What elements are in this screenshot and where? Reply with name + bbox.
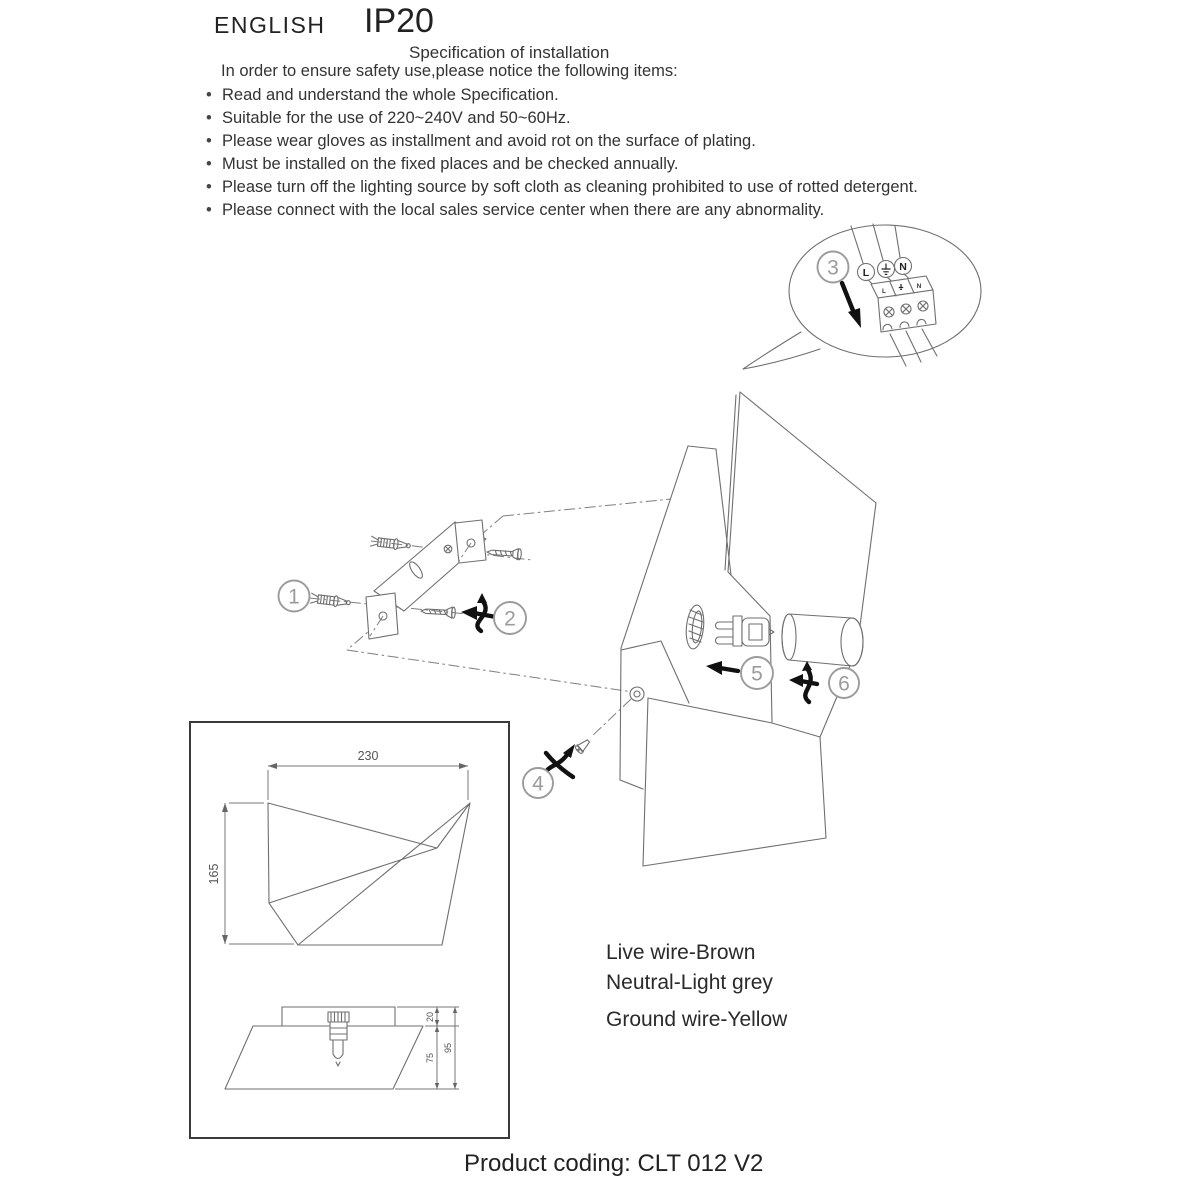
bracket-plate-upper — [455, 520, 486, 563]
dim-side-total — [443, 1007, 457, 1089]
svg-text:5: 5 — [751, 662, 763, 686]
twist-arrow-4 — [546, 744, 575, 778]
wiring-ground: Ground wire-Yellow — [606, 1008, 788, 1031]
wall-anchor-upper — [370, 536, 411, 552]
intro-text: In order to ensure safety use,please notice the following items: — [221, 62, 678, 80]
side-shade — [225, 1026, 423, 1089]
step-badge-1 — [279, 581, 310, 612]
push-twist-arrow-2 — [461, 593, 496, 631]
terminal-block — [871, 276, 937, 366]
svg-text:N: N — [899, 261, 907, 273]
svg-text:L: L — [862, 267, 870, 279]
fixing-screw-4 — [574, 737, 591, 754]
wiring-neutral: Neutral-Light grey — [606, 971, 773, 994]
glass-cylinder — [782, 614, 863, 666]
spec-item: • Suitable for the use of 220~240V and 50~60Hz. — [206, 107, 1026, 130]
fixture-assembly — [523, 392, 876, 866]
svg-text:4: 4 — [532, 772, 544, 796]
fixture-backplate — [620, 446, 731, 789]
svg-text:3: 3 — [827, 256, 839, 280]
ground-symbol — [878, 261, 895, 278]
side-socket-bulb — [328, 1012, 349, 1066]
svg-text:N: N — [916, 283, 922, 290]
wiring-live: Live wire-Brown — [606, 941, 756, 964]
balloon-tail — [743, 332, 820, 369]
lamp-socket — [684, 604, 706, 650]
spec-item: • Please turn off the lighting source by soft cloth as cleaning prohibited to use of rotted detergent. — [206, 176, 1026, 199]
front-view — [207, 749, 470, 945]
mounting-screw-lower — [421, 606, 456, 619]
outgoing-wires — [890, 329, 937, 366]
wire-label-neutral — [895, 258, 912, 275]
svg-text:20: 20 — [425, 1011, 435, 1023]
svg-text:230: 230 — [357, 749, 379, 763]
ip-rating: IP20 — [364, 2, 434, 40]
supply-wires — [851, 224, 900, 263]
svg-text:75: 75 — [425, 1052, 435, 1064]
step-badge-2 — [494, 602, 526, 634]
wire-label-live — [858, 264, 875, 281]
twist-arrow-6 — [789, 661, 817, 702]
specification-list — [206, 84, 1026, 221]
screw-hole-grommet — [630, 687, 644, 701]
wire-color-legend — [606, 938, 787, 1035]
spec-item: • Must be installed on the fixed places and be checked annually. — [206, 153, 1026, 176]
spec-item: • Please wear gloves as installment and avoid rot on the surface of plating. — [206, 130, 1026, 153]
spec-item: • Read and understand the whole Specification. — [206, 84, 1026, 107]
dim-side-gap — [425, 1007, 439, 1089]
insert-arrow-5 — [706, 661, 738, 675]
step-badge-5 — [741, 657, 773, 689]
halogen-bulb-g9 — [716, 616, 775, 646]
bracket-plate-lower — [366, 593, 398, 639]
screw-axis-line — [591, 699, 631, 737]
page-subtitle: Specification of installation — [409, 43, 610, 62]
dimension-panel — [190, 722, 509, 1138]
product-coding: Product coding: CLT 012 V2 — [464, 1150, 764, 1177]
mounting-bracket-step — [279, 520, 533, 639]
step-badge-6 — [829, 668, 859, 698]
step-badge-3 — [818, 252, 849, 283]
svg-text:6: 6 — [838, 672, 850, 696]
dim-width — [268, 749, 468, 800]
panel-border — [190, 722, 509, 1138]
step-badge-4 — [523, 768, 553, 798]
spec-item: • Please connect with the local sales service center when there are any abnormality. — [206, 199, 1026, 222]
svg-text:165: 165 — [207, 863, 221, 885]
wiring-detail-balloon — [743, 224, 981, 369]
svg-text:1: 1 — [288, 585, 300, 609]
connect-arrow-3 — [842, 283, 861, 328]
svg-text:95: 95 — [443, 1042, 453, 1054]
side-view — [225, 1007, 459, 1089]
svg-text:L: L — [882, 288, 886, 295]
svg-text:2: 2 — [504, 607, 516, 631]
dim-height — [207, 803, 294, 944]
language-label: ENGLISH — [214, 12, 326, 38]
